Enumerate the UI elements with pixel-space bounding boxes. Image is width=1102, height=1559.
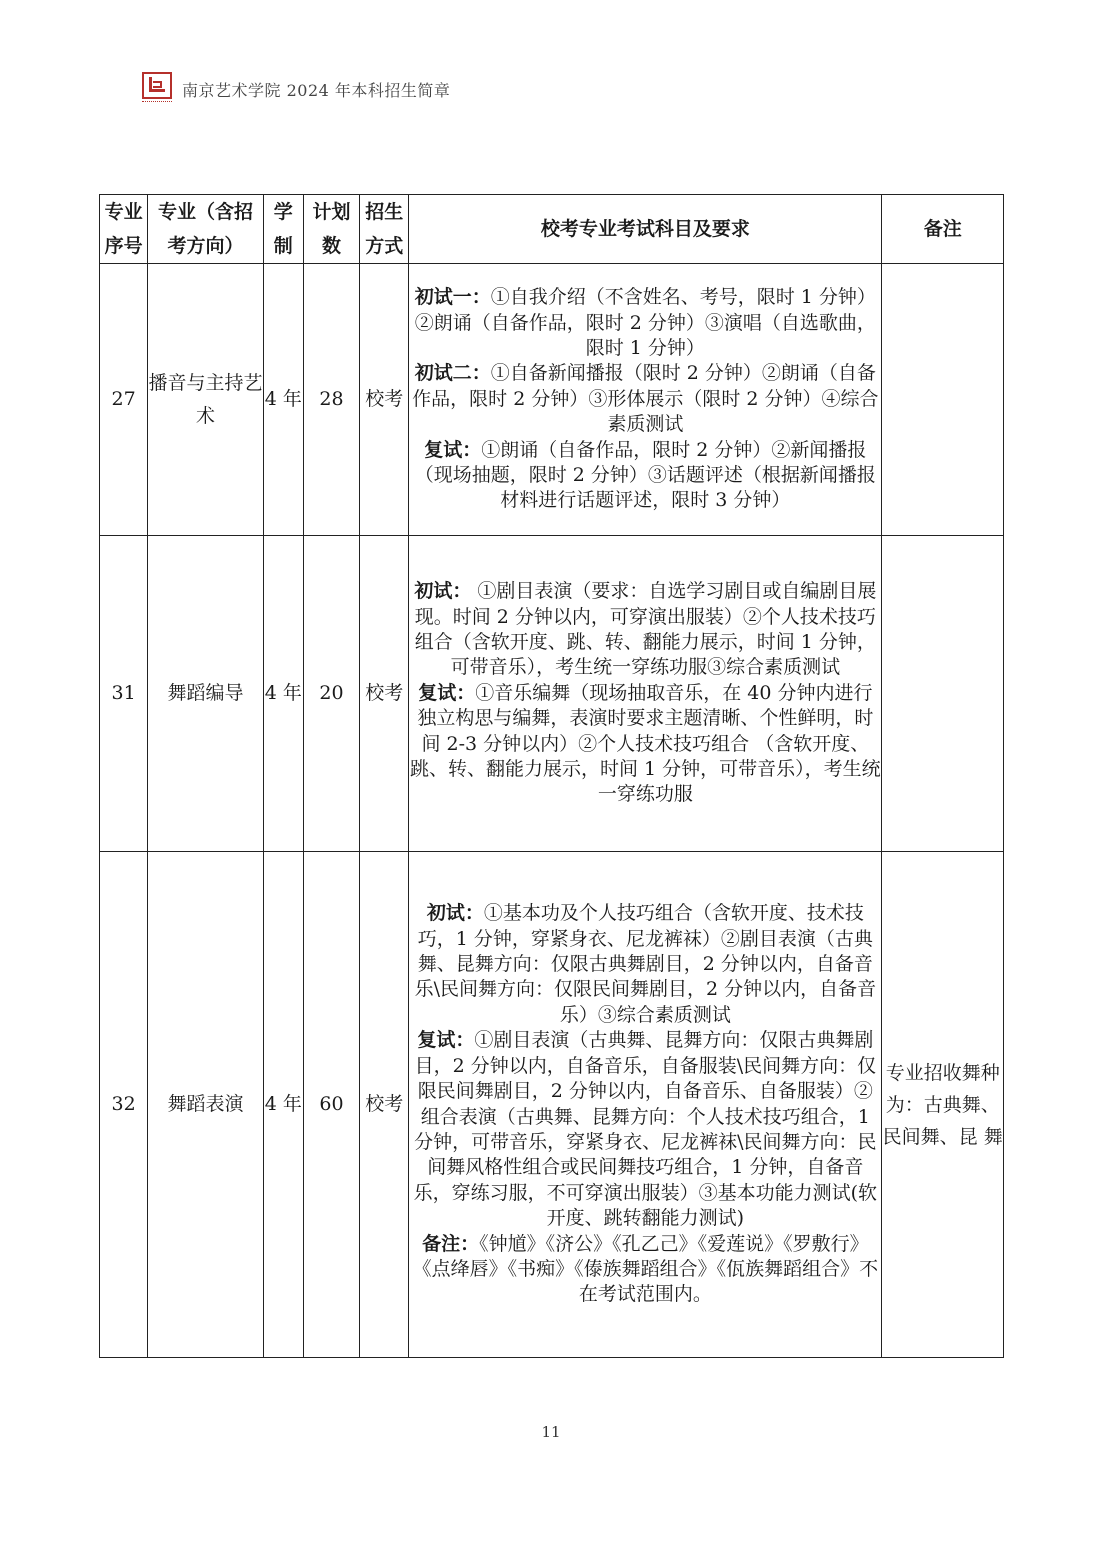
cell-duration: 4 年	[263, 536, 303, 852]
exam-round-text: ①朗诵（自备作品，限时 2 分钟）②新闻播报（现场抽题，限时 2 分钟）③话题评述（根据新闻播报材料进行话题评述，限时 3 分钟）	[414, 438, 876, 512]
cell-note	[882, 264, 1004, 536]
col-header-plan: 计划 数	[303, 195, 359, 264]
exam-round-text: ①基本功及个人技巧组合（含软开度、技术技巧，1 分钟，穿紧身衣、尼龙裤袜）②剧目表演（古典舞、昆舞方向：仅限古典舞剧目，2 分钟以内，自备音乐\民间舞方向：仅限民间舞剧目，2 分钟以内，自备音乐）③综合素质测试	[414, 902, 877, 1026]
exam-round-label: 初试一：	[414, 286, 491, 309]
cell-plan: 28	[303, 264, 359, 536]
cell-seq: 27	[100, 264, 148, 536]
cell-requirements	[409, 536, 882, 852]
exam-round	[409, 901, 881, 1028]
cell-major: 播音与主持艺术	[148, 264, 264, 536]
cell-method: 校考	[360, 264, 409, 536]
cell-duration: 4 年	[263, 852, 303, 1358]
table-row	[100, 264, 1004, 536]
cell-method: 校考	[360, 852, 409, 1358]
exam-round-text: ①自备新闻播报（限时 2 分钟）②朗诵（自备作品，限时 2 分钟）③形体展示（限时 2 分钟）④综合素质测试	[412, 362, 879, 436]
page-header	[140, 72, 450, 106]
cell-seq: 32	[100, 852, 148, 1358]
col-header-seq: 专业 序号	[100, 195, 148, 264]
col-header-major: 专业（含招 考方向）	[148, 195, 264, 264]
school-logo	[140, 72, 174, 106]
cell-note: 专业招收舞种为：古典舞、民间舞、昆 舞	[882, 852, 1004, 1358]
cell-duration: 4 年	[263, 264, 303, 536]
exam-round-label: 初试：	[426, 902, 484, 925]
cell-plan: 20	[303, 536, 359, 852]
table-row	[100, 852, 1004, 1358]
cell-plan: 60	[303, 852, 359, 1358]
exam-round-label: 复试：	[424, 438, 482, 461]
cell-note	[882, 536, 1004, 852]
cell-major: 舞蹈表演	[148, 852, 264, 1358]
exam-round-text: ①自我介绍（不含姓名、考号，限时 1 分钟）②朗诵（自备作品，限时 2 分钟）③演唱（自选歌曲，限时 1 分钟）	[414, 286, 876, 359]
exam-round	[409, 579, 881, 681]
exam-round-label: 复试：	[417, 1029, 475, 1052]
col-header-requirements: 校考专业考试科目及要求	[409, 195, 882, 264]
cell-method: 校考	[360, 536, 409, 852]
exam-round-text: ①剧目表演（要求：自选学习剧目或自编剧目展现。时间 2 分钟以内，可穿演出服装）②个人技术技巧组合（含软开度、跳、转、翻能力展示，时间 1 分钟，可带音乐），考生统一穿练功服③综合素质测试	[414, 580, 877, 679]
exam-round-label: 初试二：	[414, 362, 491, 385]
cell-requirements	[409, 852, 882, 1358]
exam-note-text: 《钟馗》《济公》《孔乙己》《爱莲说》《罗敷行》《点绛唇》《书痴》《傣族舞蹈组合》《佤族舞蹈组合》不在考试范围内。	[412, 1232, 879, 1306]
exam-round	[409, 1028, 881, 1231]
exam-round	[409, 438, 881, 514]
col-header-note: 备注	[882, 195, 1004, 264]
exam-round	[409, 361, 881, 437]
table-row	[100, 536, 1004, 852]
exam-round	[409, 681, 881, 808]
exam-round-text: ①剧目表演（古典舞、昆舞方向：仅限古典舞剧目，2 分钟以内，自备音乐，自备服装\民间舞方向：仅限民间舞剧目，2 分钟以内，自备音乐、自备服装）②组合表演（古典舞、昆舞方向：个人技术技巧组合，1 分钟，可带音乐，穿紧身衣、尼龙裤袜\民间舞方向：民间舞风格性组合或民间舞技巧组合，1 分钟，自备音乐，穿练习服，不可穿演出服装）③基本功能力测试(软开度、跳转翻能力测试)	[413, 1029, 878, 1230]
page-number: 11	[541, 1423, 561, 1441]
exam-note	[409, 1232, 881, 1308]
exam-round-text: ①音乐编舞（现场抽取音乐，在 40 分钟内进行独立构思与编舞，表演时要求主题清晰、个性鲜明，时间 2-3 分钟以内）②个人技术技巧组合 （含软开度、跳、转、翻能力展示，时间 1 分钟，可带音乐），考生统一穿练功服	[410, 681, 881, 806]
table-header-row	[100, 195, 1004, 264]
col-header-duration: 学 制	[263, 195, 303, 264]
header-title: 南京艺术学院 2024 年本科招生简章	[182, 80, 451, 100]
cell-major: 舞蹈编导	[148, 536, 264, 852]
exam-note-label: 备注：	[422, 1232, 480, 1255]
cell-requirements	[409, 264, 882, 536]
col-header-method: 招生 方式	[360, 195, 409, 264]
cell-seq: 31	[100, 536, 148, 852]
exam-round-label: 初试：	[414, 580, 472, 603]
exam-round	[409, 285, 881, 361]
exam-requirements-table	[99, 194, 1004, 1358]
exam-round-label: 复试：	[418, 681, 476, 704]
